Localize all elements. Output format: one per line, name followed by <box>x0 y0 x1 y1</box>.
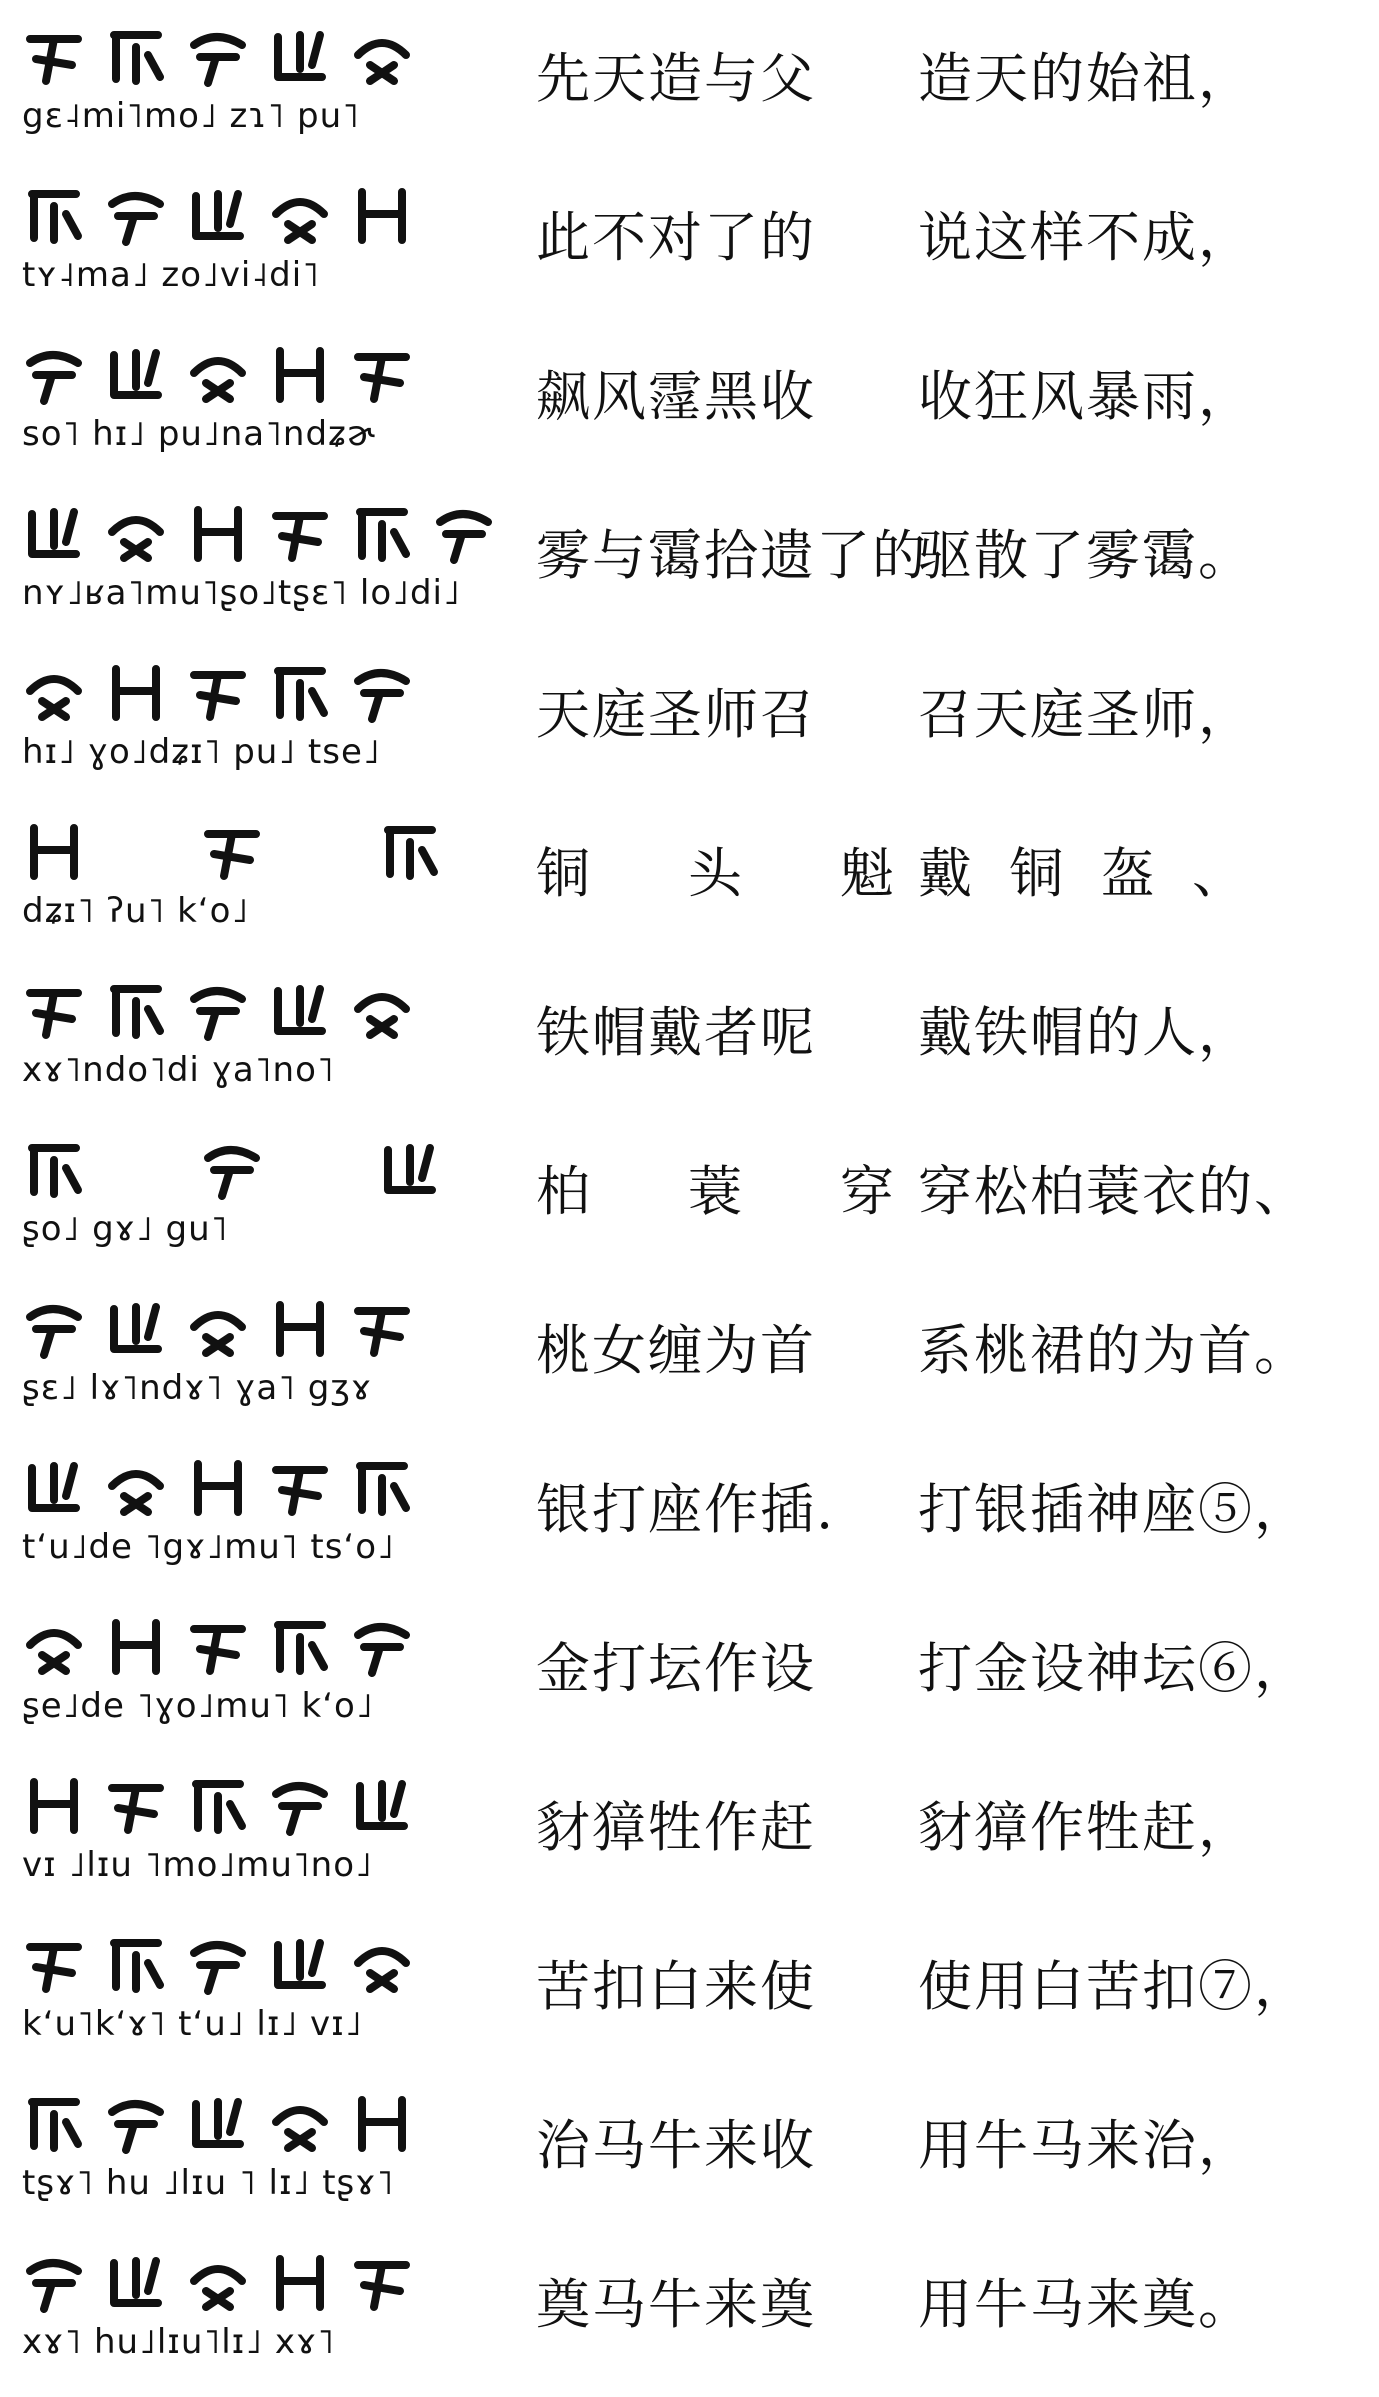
script-glyph <box>104 1297 168 1361</box>
script-glyph-line <box>22 14 462 100</box>
script-glyph <box>104 25 168 89</box>
script-glyph <box>104 1456 168 1520</box>
script-glyph <box>200 1138 264 1202</box>
literal-gloss: 治马牛来收 <box>536 2114 816 2177</box>
free-translation: 用牛马来治， <box>918 2114 1254 2177</box>
script-glyph <box>268 2251 332 2315</box>
gloss-character: 魁 <box>840 842 896 905</box>
script-glyph <box>186 1774 250 1838</box>
script-glyph <box>268 1456 332 1520</box>
free-translation: 用牛马来奠。 <box>918 2273 1254 2336</box>
script-glyph <box>350 1615 414 1679</box>
script-glyph <box>22 184 86 248</box>
literal-gloss: 豺獐牲作赶 <box>536 1796 816 1859</box>
script-glyph <box>350 343 414 407</box>
script-glyph <box>22 1138 86 1202</box>
script-glyph-line <box>22 968 462 1054</box>
script-glyph <box>22 820 86 884</box>
literal-gloss <box>536 1160 896 1223</box>
gloss-character: 戴 <box>918 842 974 905</box>
phonetic-transcription: ʂe˩de ˥ɣo˩mu˥ kʻo˩ <box>22 1686 374 1726</box>
script-glyph <box>350 1297 414 1361</box>
script-glyph <box>104 661 168 725</box>
phonetic-transcription: xɤ˥ndo˥di ɣa˥no˥ <box>22 1050 335 1090</box>
script-glyph <box>350 1456 414 1520</box>
phonetic-transcription: nʏ˩ʁa˥mu˥ʂo˩tʂɛ˥ lo˩di˩ <box>22 573 461 613</box>
script-glyph <box>378 1138 442 1202</box>
literal-gloss: 金打坛作设 <box>536 1637 816 1700</box>
verse-row <box>0 1598 1379 1758</box>
gloss-character: 头 <box>688 842 744 905</box>
phonetic-transcription: hɪ˩ ɣo˩dʑɪ˥ pu˩ tse˩ <box>22 732 381 772</box>
script-glyph-line <box>22 2081 462 2167</box>
free-translation: 说这样不成， <box>918 206 1254 269</box>
script-glyph <box>350 1774 414 1838</box>
free-translation: 驱散了雾霭。 <box>918 524 1254 587</box>
literal-gloss: 桃女缠为首 <box>536 1319 816 1382</box>
script-glyph-line <box>22 173 462 259</box>
script-glyph <box>268 1297 332 1361</box>
verse-row <box>0 1280 1379 1440</box>
phonetic-transcription: ʂo˩ gɤ˩ gu˥ <box>22 1209 229 1249</box>
free-translation: 穿松柏蓑衣的、 <box>918 1160 1310 1223</box>
script-glyph <box>22 502 86 566</box>
literal-gloss: 苦扣白来使 <box>536 1955 816 2018</box>
gloss-character: 盔 <box>1100 842 1157 905</box>
literal-gloss <box>536 842 896 905</box>
script-glyph <box>186 25 250 89</box>
script-glyph <box>22 661 86 725</box>
script-glyph <box>350 2251 414 2315</box>
script-glyph <box>186 1456 250 1520</box>
script-glyph <box>350 1933 414 1997</box>
script-glyph <box>22 1297 86 1361</box>
verse-row <box>0 2234 1379 2394</box>
script-glyph <box>22 343 86 407</box>
script-glyph <box>186 184 250 248</box>
script-glyph <box>350 2092 414 2156</box>
free-translation: 打银插神座⑤， <box>918 1478 1310 1541</box>
script-glyph <box>200 820 264 884</box>
literal-gloss: 飙风霪黑收 <box>536 365 816 428</box>
script-glyph <box>186 2092 250 2156</box>
script-glyph <box>350 502 414 566</box>
script-glyph <box>268 184 332 248</box>
script-glyph-line <box>22 1445 462 1531</box>
script-glyph-line <box>22 1286 462 1372</box>
script-glyph <box>186 2251 250 2315</box>
literal-gloss: 雾与霭拾遗了的 <box>536 524 928 587</box>
script-glyph <box>104 1774 168 1838</box>
script-glyph <box>104 1933 168 1997</box>
phonetic-transcription: xɤ˥ hu˩lɪu˥lɪ˩ xɤ˥ <box>22 2322 336 2362</box>
script-glyph-line <box>22 650 462 736</box>
free-translation: 造天的始祖， <box>918 47 1254 110</box>
gloss-character: 蓑 <box>688 1160 744 1223</box>
verse-row <box>0 962 1379 1122</box>
script-glyph <box>22 2251 86 2315</box>
script-glyph <box>186 1615 250 1679</box>
script-glyph <box>22 1933 86 1997</box>
gloss-character: 穿 <box>840 1160 896 1223</box>
verse-row <box>0 1916 1379 2076</box>
verse-row <box>0 8 1379 168</box>
verse-row <box>0 644 1379 804</box>
verse-row <box>0 803 1379 963</box>
free-translation: 戴铁帽的人， <box>918 1001 1254 1064</box>
phonetic-transcription: ʂɛ˩ lɤ˥ndɤ˥ ɣa˥ gʒɤ <box>22 1368 373 1408</box>
script-glyph <box>104 2092 168 2156</box>
script-glyph <box>186 502 250 566</box>
phonetic-transcription: tʏ˨ma˩ zo˩vi˨di˥ <box>22 255 320 295</box>
script-glyph <box>350 661 414 725</box>
gloss-character: 铜 <box>1009 842 1066 905</box>
script-glyph <box>104 979 168 1043</box>
script-glyph <box>268 343 332 407</box>
phonetic-transcription: dʑɪ˥ ʔu˥ kʻo˩ <box>22 891 250 931</box>
gloss-character: 柏 <box>536 1160 592 1223</box>
script-glyph-line <box>22 1127 442 1213</box>
script-glyph <box>104 2251 168 2315</box>
script-glyph <box>268 661 332 725</box>
free-translation: 使用白苦扣⑦， <box>918 1955 1310 2018</box>
phonetic-transcription: tʂɤ˥ hu ˩lɪu ˥ lɪ˩ tʂɤ˥ <box>22 2163 395 2203</box>
script-glyph <box>268 502 332 566</box>
free-translation: 收狂风暴雨， <box>918 365 1254 428</box>
script-glyph <box>268 1615 332 1679</box>
gloss-character: 、 <box>1191 842 1248 905</box>
phonetic-transcription: kʻu˥kʻɤ˥ tʻu˩ lɪ˩ vɪ˩ <box>22 2004 363 2044</box>
script-glyph-line <box>22 809 442 895</box>
literal-gloss: 先天造与父 <box>536 47 816 110</box>
script-glyph <box>268 2092 332 2156</box>
script-glyph-line <box>22 332 462 418</box>
script-glyph <box>186 343 250 407</box>
verse-row <box>0 1757 1379 1917</box>
phonetic-transcription: vɪ ˩lɪu ˥mo˩mu˥no˩ <box>22 1845 373 1885</box>
verse-row <box>0 485 1379 645</box>
script-glyph <box>268 1774 332 1838</box>
script-glyph <box>104 184 168 248</box>
script-glyph <box>22 1456 86 1520</box>
script-glyph-line <box>22 1604 462 1690</box>
script-glyph-line <box>22 491 462 577</box>
script-glyph <box>104 502 168 566</box>
phonetic-transcription: so˥ hɪ˩ pu˩na˥ndʑɚ <box>22 414 376 454</box>
script-glyph <box>22 1615 86 1679</box>
script-glyph <box>22 979 86 1043</box>
script-glyph <box>22 2092 86 2156</box>
phonetic-transcription: gɛ˨mi˥mo˩ zɿ˥ pu˥ <box>22 96 360 136</box>
script-glyph <box>186 1297 250 1361</box>
free-translation <box>918 842 1248 905</box>
script-glyph <box>268 25 332 89</box>
verse-row <box>0 1439 1379 1599</box>
free-translation: 召天庭圣师， <box>918 683 1254 746</box>
script-glyph <box>350 184 414 248</box>
script-glyph-line <box>22 2240 462 2326</box>
verse-row <box>0 326 1379 486</box>
script-glyph-line <box>22 1922 462 2008</box>
verse-row <box>0 167 1379 327</box>
script-glyph <box>104 1615 168 1679</box>
free-translation: 系桃裙的为首。 <box>918 1319 1310 1382</box>
literal-gloss: 奠马牛来奠 <box>536 2273 816 2336</box>
script-glyph <box>350 25 414 89</box>
script-glyph <box>432 502 496 566</box>
literal-gloss: 铁帽戴者呢 <box>536 1001 816 1064</box>
script-glyph <box>378 820 442 884</box>
script-glyph <box>350 979 414 1043</box>
script-glyph <box>104 343 168 407</box>
script-glyph <box>186 661 250 725</box>
script-glyph <box>268 979 332 1043</box>
literal-gloss: 此不对了的 <box>536 206 816 269</box>
verse-row <box>0 1121 1379 1281</box>
script-glyph <box>22 1774 86 1838</box>
verse-row <box>0 2075 1379 2235</box>
literal-gloss: 天庭圣师召 <box>536 683 816 746</box>
free-translation: 豺獐作牲赶， <box>918 1796 1254 1859</box>
free-translation: 打金设神坛⑥， <box>918 1637 1310 1700</box>
script-glyph <box>186 979 250 1043</box>
literal-gloss: 银打座作插. <box>536 1478 836 1541</box>
gloss-character: 铜 <box>536 842 592 905</box>
script-glyph <box>22 25 86 89</box>
phonetic-transcription: tʻu˩de ˥gɤ˩mu˥ tsʻo˩ <box>22 1527 395 1567</box>
script-glyph <box>186 1933 250 1997</box>
script-glyph-line <box>22 1763 462 1849</box>
script-glyph <box>268 1933 332 1997</box>
